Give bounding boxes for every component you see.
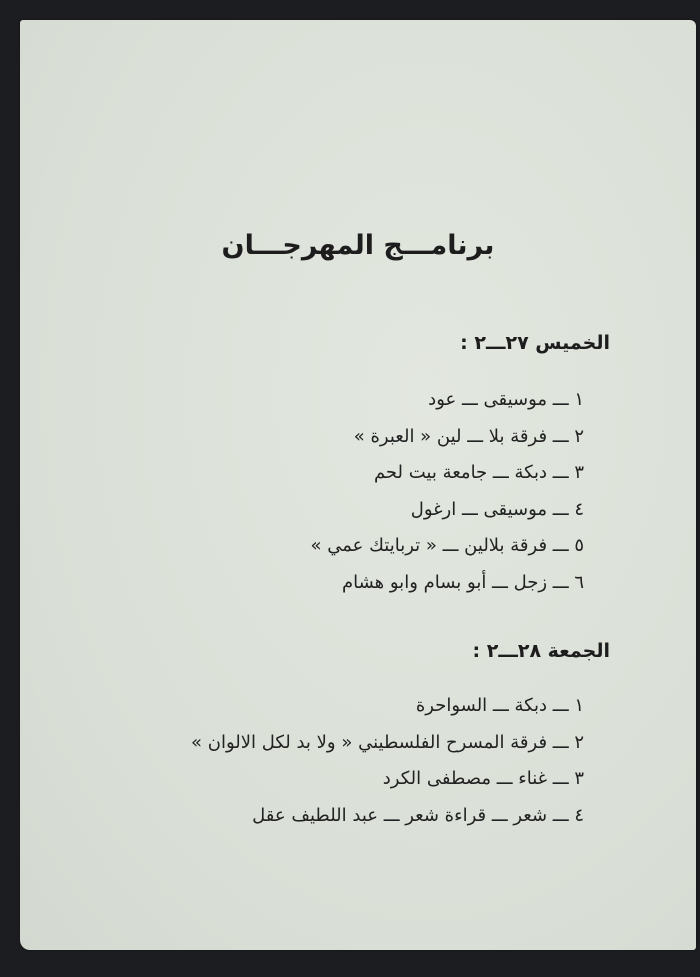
list-item: ٣ ـــ دبكة ـــ جامعة بيت لحم <box>373 462 584 483</box>
list-item: ٢ ـــ فرقة بلا ـــ لين « العبرة » <box>353 425 584 447</box>
thursday-program-list <box>311 382 584 601</box>
list-item: ١ ـــ موسيقى ـــ عود <box>428 389 584 410</box>
program-page <box>20 20 696 950</box>
list-item: ٤ ـــ موسيقى ـــ ارغول <box>410 498 584 520</box>
list-item: ٢ ـــ فرقة المسرح الفلسطيني « ولا بد لكل الالوان » <box>190 731 584 753</box>
list-item: ٦ ـــ زجل ـــ أبو بسام وابو هشام <box>341 571 584 593</box>
list-item: ٤ ـــ شعر ـــ قراءة شعر ـــ عبد اللطيف عقل <box>252 804 584 826</box>
list-item: ١ ـــ دبكة ـــ السواحرة <box>415 695 584 716</box>
day-heading-thursday: الخميس ٢٧ـــ٢ : <box>460 332 610 354</box>
friday-program-list <box>191 688 584 834</box>
list-item: ٣ ـــ غناء ـــ مصطفى الكرد <box>382 768 584 789</box>
list-item: ٥ ـــ فرقة بلالين ـــ « تربايتك عمي » <box>310 535 584 556</box>
day-heading-friday: الجمعة ٢٨ـــ٢ : <box>472 640 610 662</box>
page-title: برنامـــج المهرجـــان <box>221 230 495 261</box>
